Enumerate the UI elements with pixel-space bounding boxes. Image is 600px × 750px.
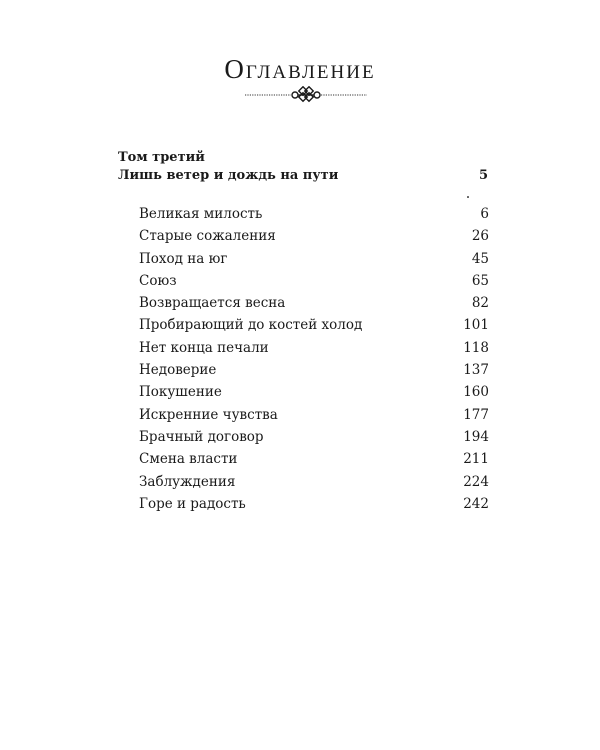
- chapter-row: [139, 273, 489, 295]
- chapter-page: 45: [471, 250, 489, 267]
- chapter-row: [139, 295, 489, 317]
- chapter-title: Горе и радость: [139, 495, 246, 512]
- chapter-title: Брачный договор: [139, 428, 264, 445]
- chapter-page: 82: [471, 295, 489, 312]
- endless-knot-ornament-icon: [245, 86, 367, 104]
- chapter-title: Союз: [139, 272, 177, 289]
- chapter-row: [139, 384, 489, 406]
- part-row: [118, 168, 488, 183]
- chapter-row: [139, 451, 489, 473]
- page-title: Оглавление: [224, 54, 376, 84]
- part-page-number: 5: [478, 168, 488, 183]
- chapter-row: [139, 407, 489, 429]
- chapter-page: 101: [463, 317, 489, 334]
- chapter-page: 224: [463, 473, 489, 490]
- chapter-page: 177: [463, 406, 489, 423]
- chapter-page: 137: [463, 362, 489, 379]
- chapter-page: 65: [471, 272, 489, 289]
- print-speck: [467, 196, 469, 198]
- chapter-title: Нет конца печали: [139, 339, 269, 356]
- chapter-title: Заблуждения: [139, 473, 236, 490]
- chapter-title: Искренние чувства: [139, 406, 278, 423]
- chapter-title: Недоверие: [139, 362, 217, 379]
- chapter-title: Пробирающий до костей холод: [139, 317, 363, 334]
- chapter-row: [139, 251, 489, 273]
- chapter-row: [139, 362, 489, 384]
- chapter-page: 211: [463, 451, 489, 468]
- chapter-page: 160: [463, 384, 489, 401]
- chapter-page: 26: [471, 228, 489, 245]
- chapter-title: Покушение: [139, 384, 222, 401]
- chapter-title: Старые сожаления: [139, 228, 276, 245]
- chapter-row: [139, 206, 489, 228]
- chapter-row: [139, 317, 489, 339]
- chapter-row: [139, 496, 489, 518]
- chapter-title: Великая милость: [139, 206, 263, 222]
- part-title: Лишь ветер и дождь на пути: [118, 168, 339, 183]
- chapter-title: Смена власти: [139, 451, 238, 468]
- chapter-title: Поход на юг: [139, 250, 228, 267]
- volume-label: Том третий: [118, 150, 205, 165]
- chapter-title: Возвращается весна: [139, 295, 286, 312]
- chapter-list: [139, 206, 489, 518]
- chapter-row: [139, 429, 489, 451]
- chapter-page: 6: [480, 206, 489, 222]
- chapter-row: [139, 340, 489, 362]
- chapter-page: 118: [463, 339, 489, 356]
- chapter-row: [139, 228, 489, 250]
- chapter-page: 194: [463, 428, 489, 445]
- chapter-page: 242: [463, 495, 489, 512]
- chapter-row: [139, 474, 489, 496]
